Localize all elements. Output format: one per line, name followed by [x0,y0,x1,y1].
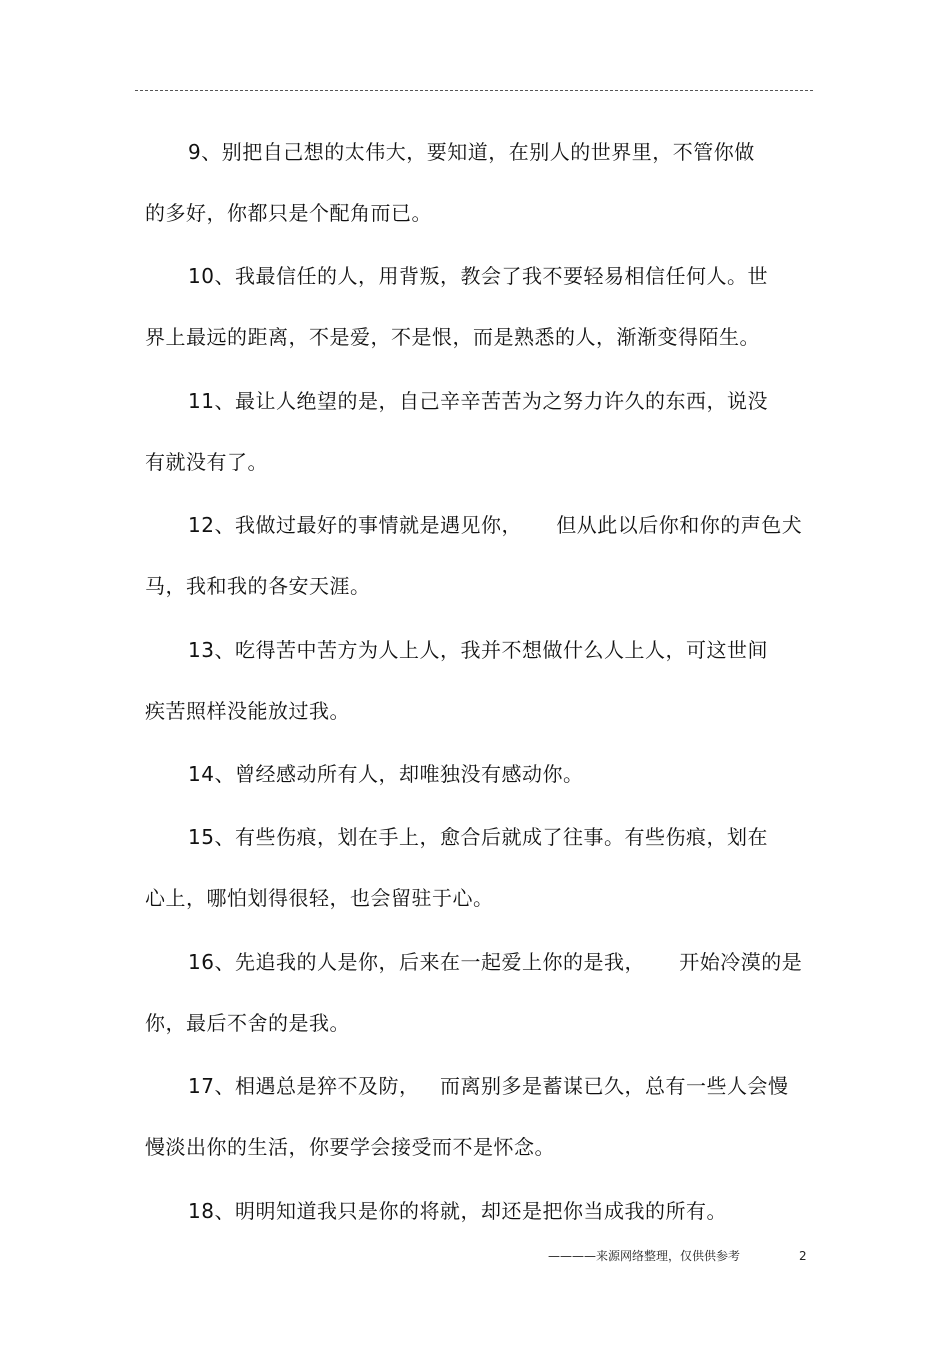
paragraph-14-line-1: 14、曾经感动所有人，却唯独没有感动你。 [188,762,584,786]
paragraph-9-line-1: 9、别把自己想的太伟大，要知道，在别人的世界里，不管你做 [188,140,755,164]
paragraph-10-line-2: 界上最远的距离，不是爱，不是恨，而是熟悉的人，渐渐变得陌生。 [145,325,760,349]
paragraph-10-line-1: 10、我最信任的人，用背叛，教会了我不要轻易相信任何人。世 [188,264,768,288]
paragraph-16-line-2: 你，最后不舍的是我。 [145,1011,350,1035]
paragraph-17-line-2: 慢淡出你的生活，你要学会接受而不是怀念。 [145,1135,555,1159]
paragraph-11-line-2: 有就没有了。 [145,450,268,474]
paragraph-17-line-1: 17、相遇总是猝不及防， 而离别多是蓄谋已久，总有一些人会慢 [188,1074,789,1098]
footer-source-note: ————来源网络整理，仅供供参考 [548,1249,741,1263]
paragraph-13-line-2: 疾苦照样没能放过我。 [145,699,350,723]
paragraph-18-line-1: 18、明明知道我只是你的将就，却还是把你当成我的所有。 [188,1199,727,1223]
paragraph-15-line-1: 15、有些伤痕，划在手上，愈合后就成了往事。有些伤痕，划在 [188,825,768,849]
header-divider [135,90,813,91]
page-number: 2 [799,1249,807,1263]
paragraph-16-line-1: 16、先追我的人是你，后来在一起爱上你的是我， 开始冷漠的是 [188,950,803,974]
paragraph-9-line-2: 的多好，你都只是个配角而已。 [145,201,432,225]
paragraph-15-line-2: 心上，哪怕划得很轻，也会留驻于心。 [145,886,494,910]
paragraph-12-line-1: 12、我做过最好的事情就是遇见你， 但从此以后你和你的声色犬 [188,513,803,537]
paragraph-13-line-1: 13、吃得苦中苦方为人上人，我并不想做什么人上人，可这世间 [188,638,768,662]
paragraph-11-line-1: 11、最让人绝望的是，自己辛辛苦苦为之努力许久的东西，说没 [188,389,768,413]
paragraph-12-line-2: 马，我和我的各安天涯。 [145,574,371,598]
